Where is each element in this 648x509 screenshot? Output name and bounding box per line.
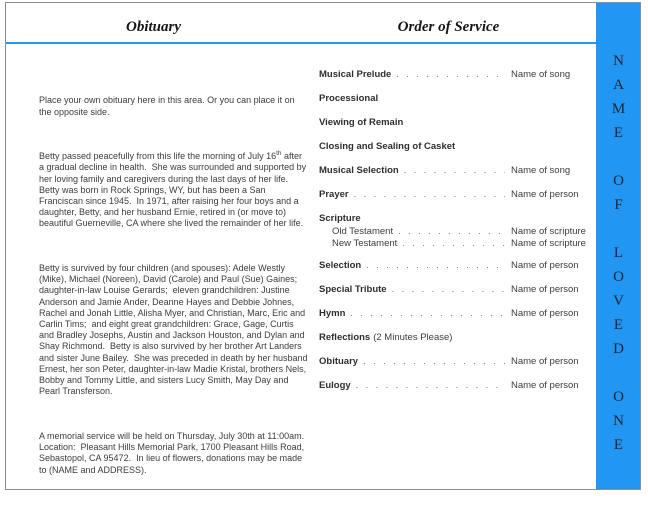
service-label-suffix: (2 Minutes Please) (373, 332, 453, 343)
service-row-reflections (319, 332, 591, 343)
service-row-selection (319, 260, 591, 271)
service-label: Closing and Sealing of Casket (319, 141, 456, 152)
service-value: Name of person (511, 260, 579, 271)
dot-leader (398, 226, 505, 237)
service-label: Eulogy (319, 380, 351, 391)
obituary-paragraph-life-start: Betty passed peacefully from this life the morning of July 16 (39, 151, 277, 162)
service-value: Name of person (511, 356, 579, 367)
service-label: Scripture (319, 213, 361, 224)
service-label: Viewing of Remain (319, 117, 404, 128)
obituary-placeholder-paragraph: Place your own obituary here in this area. Or you can place it on the opposite side. (39, 95, 298, 117)
service-value: Name of person (511, 308, 579, 319)
dot-leader (392, 284, 505, 295)
dot-leader (396, 69, 505, 80)
service-row-prayer (319, 189, 591, 200)
program-page (5, 2, 641, 490)
service-label: New Testament (332, 238, 398, 249)
obituary-paragraph-life-rest: after a gradual decline in health. She was surrounded and supported by her loving family and caregivers during the last days of her life. Betty was born in Rock Springs, WY, but has been a San Franciscan since 1945. In 1971, after raising her four boys and a daughter, Betty, and her husband Ernie, retired in (or move to) beautiful Guerneville, CA where she lived the remainder of her life. (39, 151, 309, 229)
service-row-hymn (319, 308, 591, 319)
loved-one-name-vertical-text: NAME OF LOVED ONE (610, 53, 627, 461)
ordinal-superscript: th (276, 150, 282, 158)
obituary-text-block (39, 73, 309, 509)
service-label: Obituary (319, 356, 359, 367)
obituary-title: Obituary (125, 19, 181, 35)
service-label: Processional (319, 93, 379, 104)
page-header-band (6, 3, 596, 44)
service-row-new-testament (319, 238, 591, 249)
loved-one-name-band (596, 3, 640, 489)
obituary-paragraph-life (39, 151, 309, 229)
service-value: Name of scripture (511, 226, 586, 237)
dot-leader (356, 380, 505, 391)
dot-leader (354, 189, 505, 200)
dot-leader (366, 260, 505, 271)
service-value: Name of person (511, 380, 579, 391)
service-row-musical-prelude (319, 69, 591, 80)
dot-leader (350, 308, 505, 319)
service-label: Selection (319, 260, 362, 271)
service-row-old-testament (319, 226, 591, 237)
service-row-special-tribute (319, 284, 591, 295)
service-row-processional (319, 93, 591, 104)
service-value: Name of song (511, 165, 571, 176)
service-label: Special Tribute (319, 284, 387, 295)
service-label: Old Testament (332, 226, 394, 237)
service-value: Name of person (511, 284, 579, 295)
service-row-closing-and-sealing (319, 141, 591, 152)
service-label: Reflections (319, 332, 371, 343)
obituary-paragraph-survivors: Betty is survived by four children (and spouses): Adele Westly (Mike), Michael (Noreen), David (Carole) and Paul (Sue) Gaines; daughter-in-law Louise Gerards; eleven grandchildren: Justine Anderson and Jamie Ander, Deanne Hayes and Debbie Johnes, Rachel and Jonah Little, Alisha Myer, and Christian, Marc, Eric and Carlin Tims; and eight great grandchildren: Grace, Gage, Curtis and Bradley Josephs, Austin and Jackson Houston, and Dylan and Shay Richmond. Betty is also survived by her brother Art Landers and sister June Bailey. She was preceded in death by her husband Ernest, her son Peter, daughter-in-law Madie Kristal, brothers Nels, Bobby and Tommy Little, and sisters Lucy Smith, May Day and Pearl Transferson. (39, 263, 311, 397)
dot-leader (404, 165, 505, 176)
service-row-eulogy (319, 380, 591, 391)
service-label: Musical Selection (319, 165, 399, 176)
service-value: Name of scripture (511, 238, 586, 249)
service-label: Musical Prelude (319, 69, 392, 80)
service-label: Hymn (319, 308, 346, 319)
dot-leader (402, 238, 505, 249)
order-of-service-list (319, 69, 591, 404)
service-row-musical-selection (319, 165, 591, 176)
service-row-obituary (319, 356, 591, 367)
order-of-service-title: Order of Service (397, 19, 500, 35)
service-value: Name of person (511, 189, 579, 200)
service-value: Name of song (511, 69, 571, 80)
service-row-viewing-of-remain (319, 117, 591, 128)
dot-leader (363, 356, 505, 367)
service-row-scripture (319, 213, 591, 224)
service-label: Prayer (319, 189, 349, 200)
obituary-paragraph-service-info: A memorial service will be held on Thursday, July 30th at 11:00am. Location: Pleasant Hills Memorial Park, 1700 Pleasant Hills Road, Sebastopol, CA 95472. In lieu of flowers, donations may be made to (NAME and ADDRESS). (39, 430, 310, 475)
